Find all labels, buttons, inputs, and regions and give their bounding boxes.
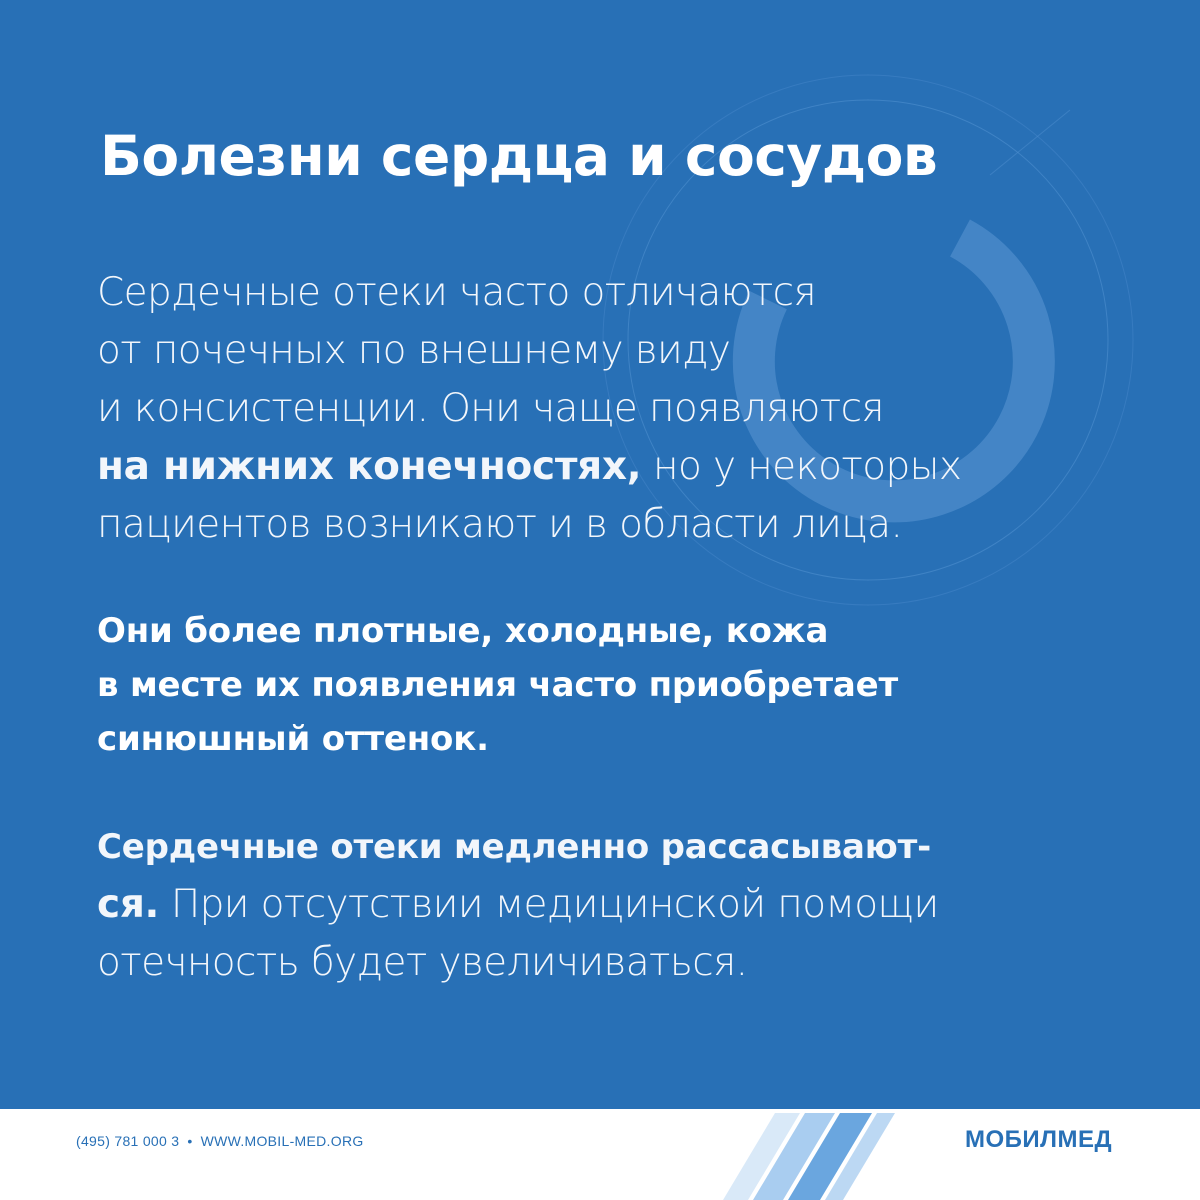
footer-separator: • — [187, 1133, 193, 1149]
highlight-text: ся. — [97, 882, 160, 927]
paragraph-line — [97, 438, 1157, 496]
paragraph-edema-features — [97, 604, 1157, 766]
paragraph-line: синюшный оттенок. — [97, 719, 489, 759]
paragraph-line — [97, 876, 1157, 934]
paragraph-line: и консистенции. Они чаще появляются — [97, 386, 884, 431]
paragraph-line: Они более плотные, холодные, кожа — [97, 611, 829, 651]
paragraph-text: При отсутствии медицинской помощи — [159, 882, 939, 927]
paragraph-cardiac-edema — [97, 264, 1157, 554]
phone-number[interactable]: (495) 781 000 3 — [76, 1133, 180, 1149]
paragraph-line: отечность будет увеличиваться. — [97, 940, 748, 985]
paragraph-line: пациентов возникают и в области лица. — [97, 502, 903, 547]
page-title: Болезни сердца и сосудов — [100, 124, 938, 188]
footer-contacts — [76, 1133, 364, 1149]
paragraph-resorption — [97, 818, 1157, 992]
paragraph-text: но у некоторых — [641, 444, 962, 489]
paragraph-line: в месте их появления часто приобретает — [97, 665, 898, 705]
brand-logo: МОБИЛМЕД — [965, 1126, 1113, 1153]
paragraph-line: Сердечные отеки часто отличаются — [97, 270, 816, 315]
paragraph-line: от почечных по внешнему виду — [97, 328, 731, 373]
paragraph-line: Сердечные отеки медленно рассасывают- — [97, 827, 932, 867]
website-link[interactable]: WWW.MOBIL-MED.ORG — [200, 1133, 364, 1149]
highlight-text: на нижних конечностях, — [97, 444, 642, 489]
